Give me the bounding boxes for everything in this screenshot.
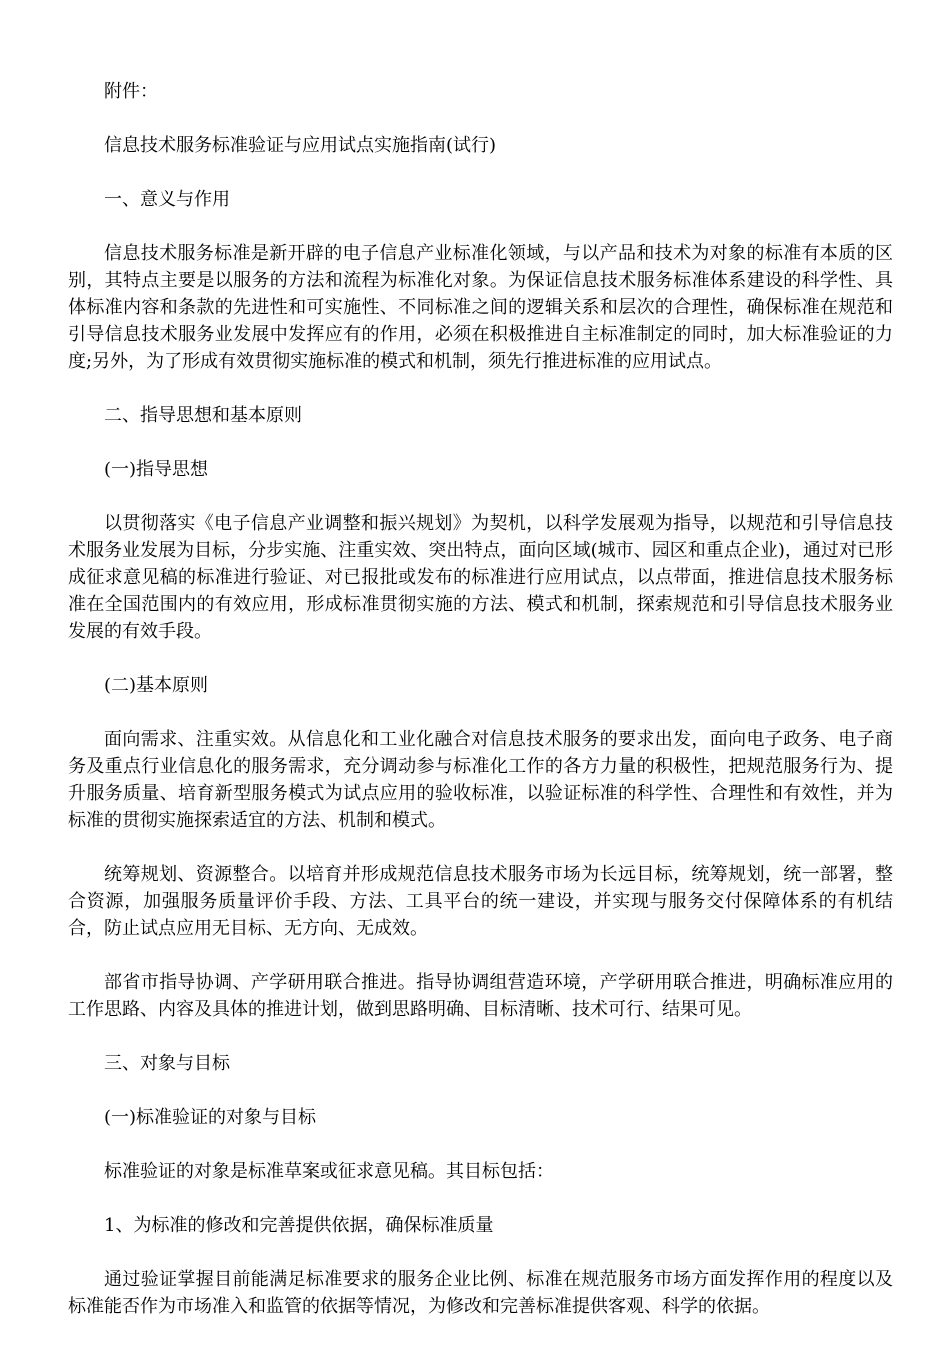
subsection-heading: (二)基本原则: [104, 675, 209, 696]
body-paragraph: 面向需求、注重实效。从信息化和工业化融合对信息技术服务的要求出发，面向电子政务、电子商务及重点行业信息化的服务需求，充分调动参与标准化工作的各方力量的积极性，把规范服务行为、提升服务质量、培育新型服务模式为试点应用的验收标准，以验证标准的科学性、合理性和有效性，并为标准的贯彻实施探索适宜的方法、机制和模式。: [68, 729, 893, 831]
body-paragraph: 通过验证掌握目前能满足标准要求的服务企业比例、标准在规范服务市场方面发挥作用的程度以及标准能否作为市场准入和监管的依据等情况，为修改和完善标准提供客观、科学的依据。: [68, 1269, 893, 1317]
section-heading-3: 三、对象与目标: [104, 1053, 230, 1074]
section-heading-2: 二、指导思想和基本原则: [104, 405, 302, 426]
attachment-label: 附件：: [104, 81, 158, 102]
document-title: 信息技术服务标准验证与应用试点实施指南(试行): [104, 135, 497, 156]
body-paragraph: 标准验证的对象是标准草案或征求意见稿。其目标包括：: [104, 1161, 554, 1182]
numbered-item-heading: 1、为标准的修改和完善提供依据，确保标准质量: [104, 1215, 494, 1236]
subsection-heading: (一)标准验证的对象与目标: [104, 1107, 317, 1128]
body-paragraph: 以贯彻落实《电子信息产业调整和振兴规划》为契机，以科学发展观为指导，以规范和引导信息技术服务业发展为目标，分步实施、注重实效、突出特点，面向区域(城市、园区和重点企业)，通过对已形成征求意见稿的标准进行验证、对已报批或发布的标准进行应用试点，以点带面，推进信息技术服务标准在全国范围内的有效应用，形成标准贯彻实施的方法、模式和机制，探索规范和引导信息技术服务业发展的有效手段。: [68, 513, 893, 642]
subsection-heading: (一)指导思想: [104, 459, 209, 480]
body-paragraph: 信息技术服务标准是新开辟的电子信息产业标准化领域，与以产品和技术为对象的标准有本质的区别，其特点主要是以服务的方法和流程为标准化对象。为保证信息技术服务标准体系建设的科学性、具体标准内容和条款的先进性和可实施性、不同标准之间的逻辑关系和层次的合理性，确保标准在规范和引导信息技术服务业发展中发挥应有的作用，必须在积极推进自主标准制定的同时，加大标准验证的力度;另外，为了形成有效贯彻实施标准的模式和机制，须先行推进标准的应用试点。: [68, 243, 893, 372]
body-paragraph: 部省市指导协调、产学研用联合推进。指导协调组营造环境，产学研用联合推进，明确标准应用的工作思路、内容及具体的推进计划，做到思路明确、目标清晰、技术可行、结果可见。: [68, 972, 893, 1020]
section-heading-1: 一、意义与作用: [104, 189, 230, 210]
body-paragraph: 统筹规划、资源整合。以培育并形成规范信息技术服务市场为长远目标，统筹规划，统一部署，整合资源，加强服务质量评价手段、方法、工具平台的统一建设，并实现与服务交付保障体系的有机结合，防止试点应用无目标、无方向、无成效。: [68, 864, 893, 939]
document-page: [68, 78, 893, 1347]
